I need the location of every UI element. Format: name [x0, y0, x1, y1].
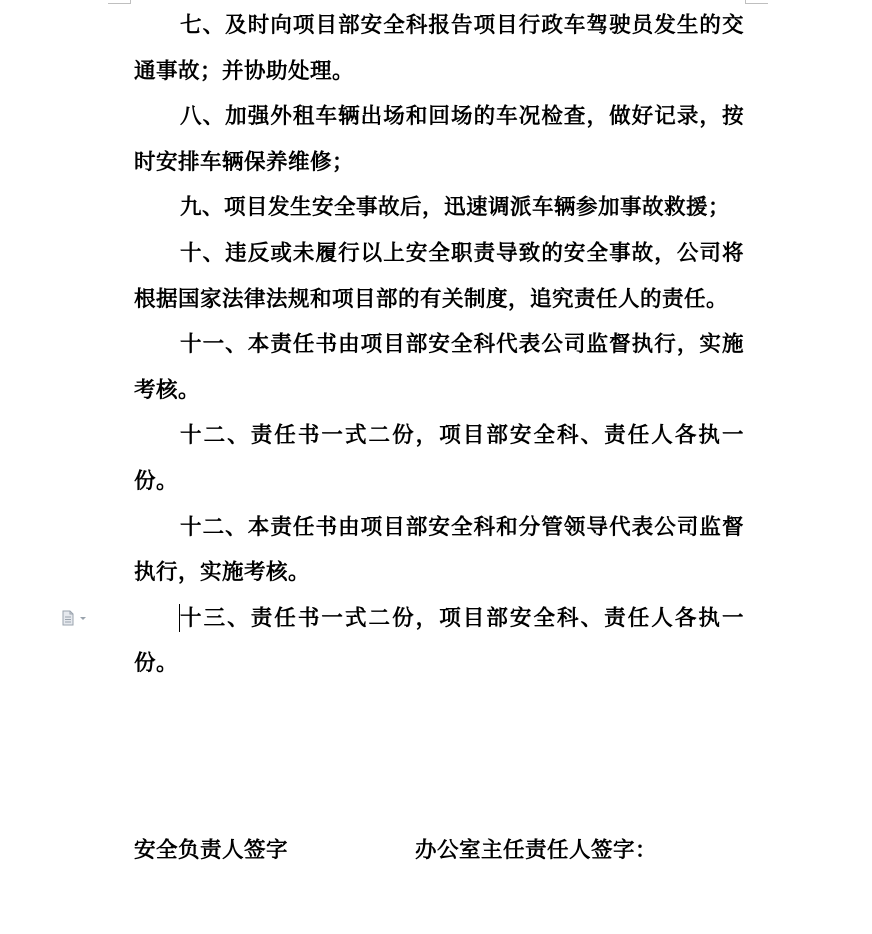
paragraph-12-duplicate[interactable]: 十二、本责任书由项目部安全科和分管领导代表公司监督执行，实施考核。	[134, 514, 744, 586]
text-cursor	[179, 604, 180, 632]
document-icon[interactable]	[60, 610, 90, 626]
page-corner-mark-right	[745, 0, 768, 4]
paragraph-9[interactable]: 九、项目发生安全事故后，迅速调派车辆参加事故救援；	[180, 195, 731, 221]
document-body[interactable]	[134, 3, 744, 687]
paragraph-12[interactable]: 十二、责任书一式二份，项目部安全科、责任人各执一份。	[134, 423, 744, 494]
paragraph-7[interactable]: 七、及时向项目部安全科报告项目行政车驾驶员发生的交通事故；并协助处理。	[134, 13, 744, 84]
office-director-signature-label: 办公室主任责任人签字：	[415, 838, 658, 863]
page-corner-mark-left	[108, 0, 131, 4]
signature-row	[134, 828, 744, 874]
paragraph-13[interactable]: 十三、责任书一式二份，项目部安全科、责任人各执一份。	[134, 605, 744, 677]
paragraph-10[interactable]: 十、违反或未履行以上安全职责导致的安全事故，公司将根据国家法律法规和项目部的有关制度，追究责任人的责任。	[134, 240, 744, 312]
paragraph-11[interactable]: 十一、本责任书由项目部安全科代表公司监督执行，实施考核。	[134, 332, 744, 403]
paragraph-8[interactable]: 八、加强外租车辆出场和回场的车况检查，做好记录，按时安排车辆保养维修；	[134, 104, 744, 175]
safety-officer-signature-label: 安全负责人签字	[134, 838, 289, 863]
